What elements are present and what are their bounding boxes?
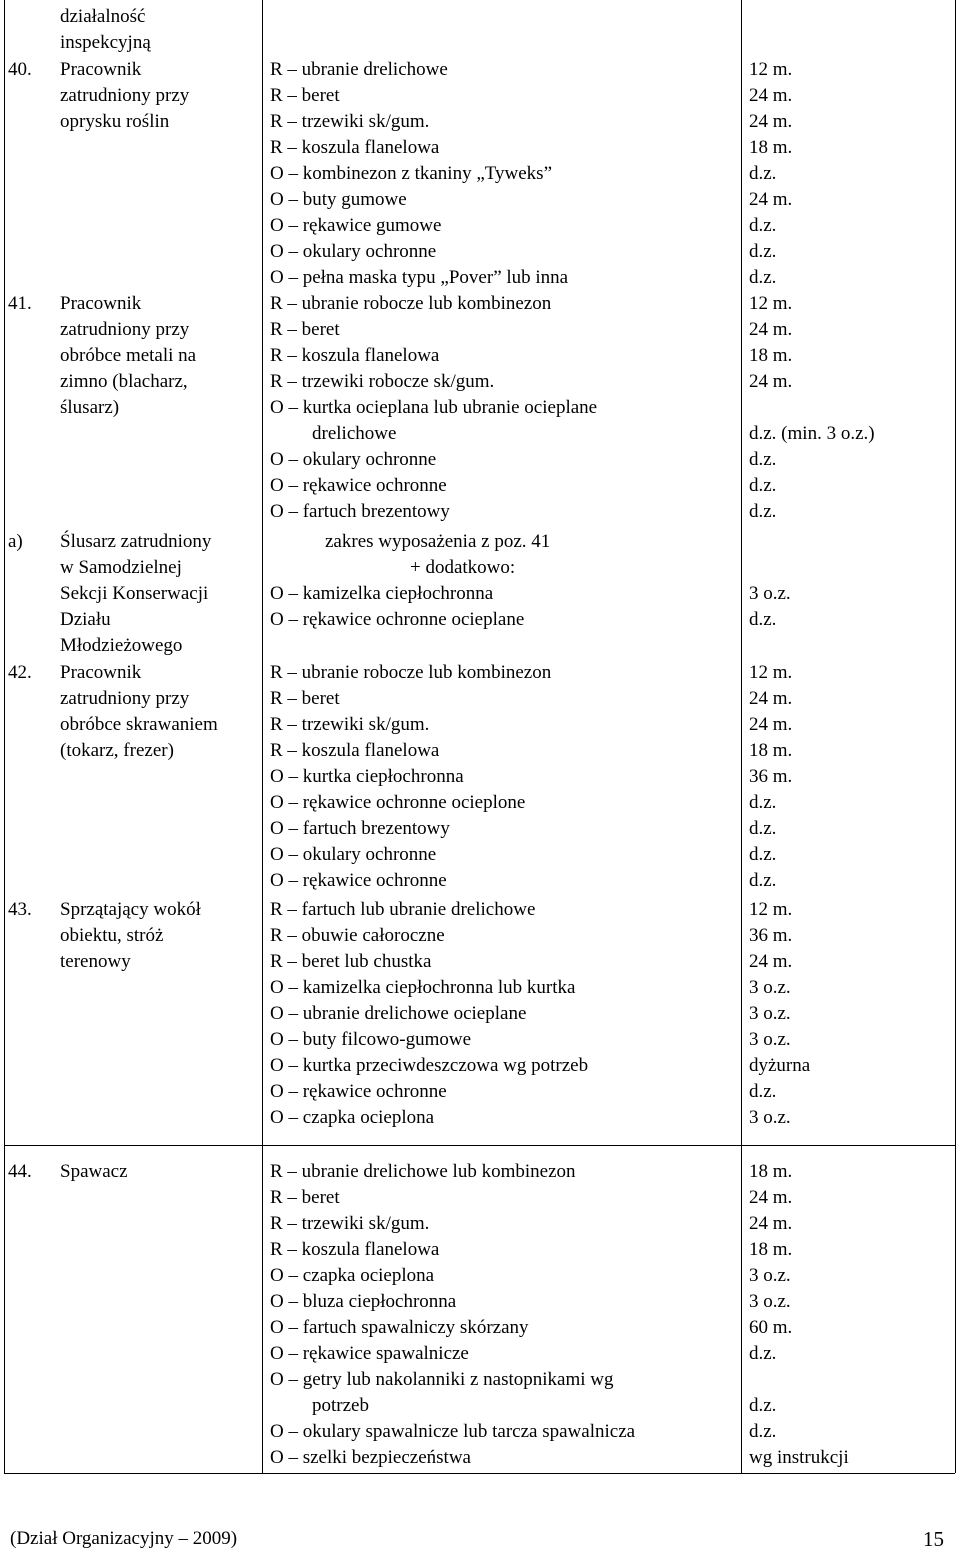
equipment-item: O – rękawice ochronne ocieplane xyxy=(270,609,525,630)
period-value: 12 m. xyxy=(749,662,793,683)
equipment-item: O – ubranie drelichowe ocieplane xyxy=(270,1003,527,1024)
equipment-item: O – fartuch spawalniczy skórzany xyxy=(270,1317,529,1338)
equipment-item: O – kurtka ocieplana lub ubranie ocieplane xyxy=(270,397,598,418)
equipment-item: R – beret lub chustka xyxy=(270,951,432,972)
equipment-item: R – fartuch lub ubranie drelichowe xyxy=(270,899,536,920)
equipment-list xyxy=(270,529,740,633)
period-value: 24 m. xyxy=(749,371,793,392)
period-value: 24 m. xyxy=(749,951,793,972)
title-line: Sprzątający wokół xyxy=(60,899,201,920)
equipment-item-continued: drelichowe xyxy=(312,423,397,444)
period-value: dyżurna xyxy=(749,1055,811,1076)
period-value: d.z. xyxy=(749,870,777,891)
title-line: Ślusarz zatrudniony xyxy=(60,531,212,552)
row-number: 40. xyxy=(8,59,32,80)
equipment-item: O – buty filcowo-gumowe xyxy=(270,1029,472,1050)
equipment-item: R – koszula flanelowa xyxy=(270,345,440,366)
period-value: 24 m. xyxy=(749,85,793,106)
equipment-item: R – ubranie drelichowe lub kombinezon xyxy=(270,1161,576,1182)
row-title xyxy=(60,660,255,764)
title-line: obiektu, stróż xyxy=(60,925,164,946)
period-value: 3 o.z. xyxy=(749,583,791,604)
period-value xyxy=(749,529,949,555)
equipment-item: O – rękawice spawalnicze xyxy=(270,1343,469,1364)
period-value: wg instrukcji xyxy=(749,1447,849,1468)
equipment-item: O – bluza ciepłochronna xyxy=(270,1291,457,1312)
equipment-item: O – fartuch brezentowy xyxy=(270,818,450,839)
equipment-item: R – trzewiki sk/gum. xyxy=(270,111,430,132)
period-value: d.z. xyxy=(749,818,777,839)
title-line: Pracownik xyxy=(60,59,142,80)
period-value: 12 m. xyxy=(749,899,793,920)
period-value: 3 o.z. xyxy=(749,1265,791,1286)
period-value: d.z. xyxy=(749,449,777,470)
period-value: 24 m. xyxy=(749,111,793,132)
row-title xyxy=(60,291,255,421)
equipment-item: O – rękawice gumowe xyxy=(270,215,442,236)
equipment-item: R – beret xyxy=(270,319,340,340)
equipment-list xyxy=(270,897,740,1131)
title-line: Pracownik xyxy=(60,293,142,314)
row-separator xyxy=(4,1145,955,1146)
title-line: zatrudniony przy xyxy=(60,688,190,709)
equipment-item: R – koszula flanelowa xyxy=(270,1239,440,1260)
period-value: 24 m. xyxy=(749,1187,793,1208)
period-value: 18 m. xyxy=(749,137,793,158)
equipment-item: O – kombinezon z tkaniny „Tyweks” xyxy=(270,163,553,184)
equipment-item: O – szelki bezpieczeństwa xyxy=(270,1447,471,1468)
equipment-item-continued: potrzeb xyxy=(312,1395,369,1416)
equipment-note: + dodatkowo: xyxy=(410,557,516,578)
period-value: 18 m. xyxy=(749,345,793,366)
period-value: d.z. xyxy=(749,792,777,813)
equipment-item: O – rękawice ochronne xyxy=(270,870,447,891)
equipment-item: R – beret xyxy=(270,1187,340,1208)
row-title xyxy=(60,529,255,659)
period-list xyxy=(749,897,949,1131)
equipment-item: O – czapka ocieplona xyxy=(270,1107,435,1128)
period-value: 12 m. xyxy=(749,293,793,314)
equipment-list xyxy=(270,57,740,291)
period-value: d.z. xyxy=(749,1081,777,1102)
row-title xyxy=(60,1159,255,1185)
period-value: 3 o.z. xyxy=(749,1029,791,1050)
period-value xyxy=(749,1367,949,1393)
period-value: d.z. xyxy=(749,215,777,236)
period-value: 60 m. xyxy=(749,1317,793,1338)
equipment-item: R – trzewiki robocze sk/gum. xyxy=(270,371,495,392)
equipment-item: R – obuwie całoroczne xyxy=(270,925,445,946)
equipment-item: R – trzewiki sk/gum. xyxy=(270,714,430,735)
period-value: d.z. xyxy=(749,609,777,630)
title-line: działalność xyxy=(60,6,146,27)
equipment-item: O – kurtka ciepłochronna xyxy=(270,766,464,787)
title-line: zatrudniony przy xyxy=(60,319,190,340)
footer-source: (Dział Organizacyjny – 2009) xyxy=(10,1528,238,1549)
period-value: 18 m. xyxy=(749,740,793,761)
row-number: 43. xyxy=(8,899,32,920)
period-value: d.z. xyxy=(749,501,777,522)
period-value: d.z. xyxy=(749,475,777,496)
equipment-item: O – okulary ochronne xyxy=(270,449,437,470)
equipment-item: O – getry lub nakolanniki z nastopnikami wg xyxy=(270,1369,614,1390)
row-number: a) xyxy=(8,531,23,552)
period-value: d.z. xyxy=(749,267,777,288)
table-divider-1 xyxy=(262,0,263,1473)
period-value xyxy=(749,555,949,581)
period-value: 24 m. xyxy=(749,319,793,340)
title-line: Spawacz xyxy=(60,1161,128,1182)
equipment-item: O – kurtka przeciwdeszczowa wg potrzeb xyxy=(270,1055,589,1076)
equipment-item: O – fartuch brezentowy xyxy=(270,501,450,522)
equipment-item: O – buty gumowe xyxy=(270,189,407,210)
period-value: d.z. (min. 3 o.z.) xyxy=(749,423,875,444)
period-list xyxy=(749,529,949,633)
equipment-item: O – rękawice ochronne xyxy=(270,475,447,496)
equipment-item: O – rękawice ochronne ocieplone xyxy=(270,792,526,813)
equipment-item: O – pełna maska typu „Pover” lub inna xyxy=(270,267,569,288)
title-line: zatrudniony przy xyxy=(60,85,190,106)
title-line: obróbce metali na xyxy=(60,345,197,366)
title-line: ślusarz) xyxy=(60,397,120,418)
period-value: d.z. xyxy=(749,1421,777,1442)
period-value: 36 m. xyxy=(749,925,793,946)
continued-title xyxy=(60,4,255,56)
period-list xyxy=(749,291,949,525)
period-value: 3 o.z. xyxy=(749,1107,791,1128)
row-number: 44. xyxy=(8,1161,32,1182)
equipment-item: O – kamizelka ciepłochronna xyxy=(270,583,494,604)
title-line: Sekcji Konserwacji xyxy=(60,583,209,604)
equipment-item: O – okulary ochronne xyxy=(270,241,437,262)
equipment-item: R – trzewiki sk/gum. xyxy=(270,1213,430,1234)
period-value: d.z. xyxy=(749,241,777,262)
table-border-left xyxy=(4,0,5,1473)
table-border-right xyxy=(955,0,956,1473)
title-line: terenowy xyxy=(60,951,131,972)
equipment-item: R – koszula flanelowa xyxy=(270,137,440,158)
equipment-item: O – rękawice ochronne xyxy=(270,1081,447,1102)
equipment-list xyxy=(270,291,740,525)
equipment-item: R – ubranie drelichowe xyxy=(270,59,448,80)
equipment-list xyxy=(270,1159,740,1471)
equipment-item: O – okulary ochronne xyxy=(270,844,437,865)
period-value: 24 m. xyxy=(749,714,793,735)
equipment-item: R – koszula flanelowa xyxy=(270,740,440,761)
period-value: 24 m. xyxy=(749,688,793,709)
equipment-item: R – beret xyxy=(270,85,340,106)
period-value: 36 m. xyxy=(749,766,793,787)
table-border-bottom xyxy=(4,1473,955,1474)
title-line: Pracownik xyxy=(60,662,142,683)
period-value: 12 m. xyxy=(749,59,793,80)
table-divider-2 xyxy=(741,0,742,1473)
period-value: 3 o.z. xyxy=(749,1003,791,1024)
period-value: 18 m. xyxy=(749,1161,793,1182)
period-list xyxy=(749,660,949,894)
title-line: oprysku roślin xyxy=(60,111,170,132)
title-line: zimno (blacharz, xyxy=(60,371,188,392)
period-value: 24 m. xyxy=(749,1213,793,1234)
period-value: d.z. xyxy=(749,1395,777,1416)
row-title xyxy=(60,897,255,975)
period-value: 24 m. xyxy=(749,189,793,210)
title-line: w Samodzielnej xyxy=(60,557,182,578)
period-list xyxy=(749,1159,949,1471)
title-line: obróbce skrawaniem xyxy=(60,714,218,735)
period-value: d.z. xyxy=(749,163,777,184)
page-number: 15 xyxy=(923,1527,944,1551)
equipment-item: R – ubranie robocze lub kombinezon xyxy=(270,662,552,683)
equipment-list xyxy=(270,660,740,894)
equipment-item: R – beret xyxy=(270,688,340,709)
period-value xyxy=(749,395,949,421)
title-line: Działu xyxy=(60,609,111,630)
row-number: 41. xyxy=(8,293,32,314)
period-value: d.z. xyxy=(749,844,777,865)
period-value: 18 m. xyxy=(749,1239,793,1260)
title-line: inspekcyjną xyxy=(60,32,151,53)
period-value: 3 o.z. xyxy=(749,1291,791,1312)
row-title xyxy=(60,57,255,135)
equipment-item: R – ubranie robocze lub kombinezon xyxy=(270,293,552,314)
row-number: 42. xyxy=(8,662,32,683)
period-value: 3 o.z. xyxy=(749,977,791,998)
period-list xyxy=(749,57,949,291)
period-value: d.z. xyxy=(749,1343,777,1364)
equipment-item: O – kamizelka ciepłochronna lub kurtka xyxy=(270,977,576,998)
equipment-item: O – okulary spawalnicze lub tarcza spawalnicza xyxy=(270,1421,636,1442)
equipment-item: O – czapka ocieplona xyxy=(270,1265,435,1286)
title-line: (tokarz, frezer) xyxy=(60,740,174,761)
title-line: Młodzieżowego xyxy=(60,635,183,656)
equipment-note: zakres wyposażenia z poz. 41 xyxy=(325,531,551,552)
